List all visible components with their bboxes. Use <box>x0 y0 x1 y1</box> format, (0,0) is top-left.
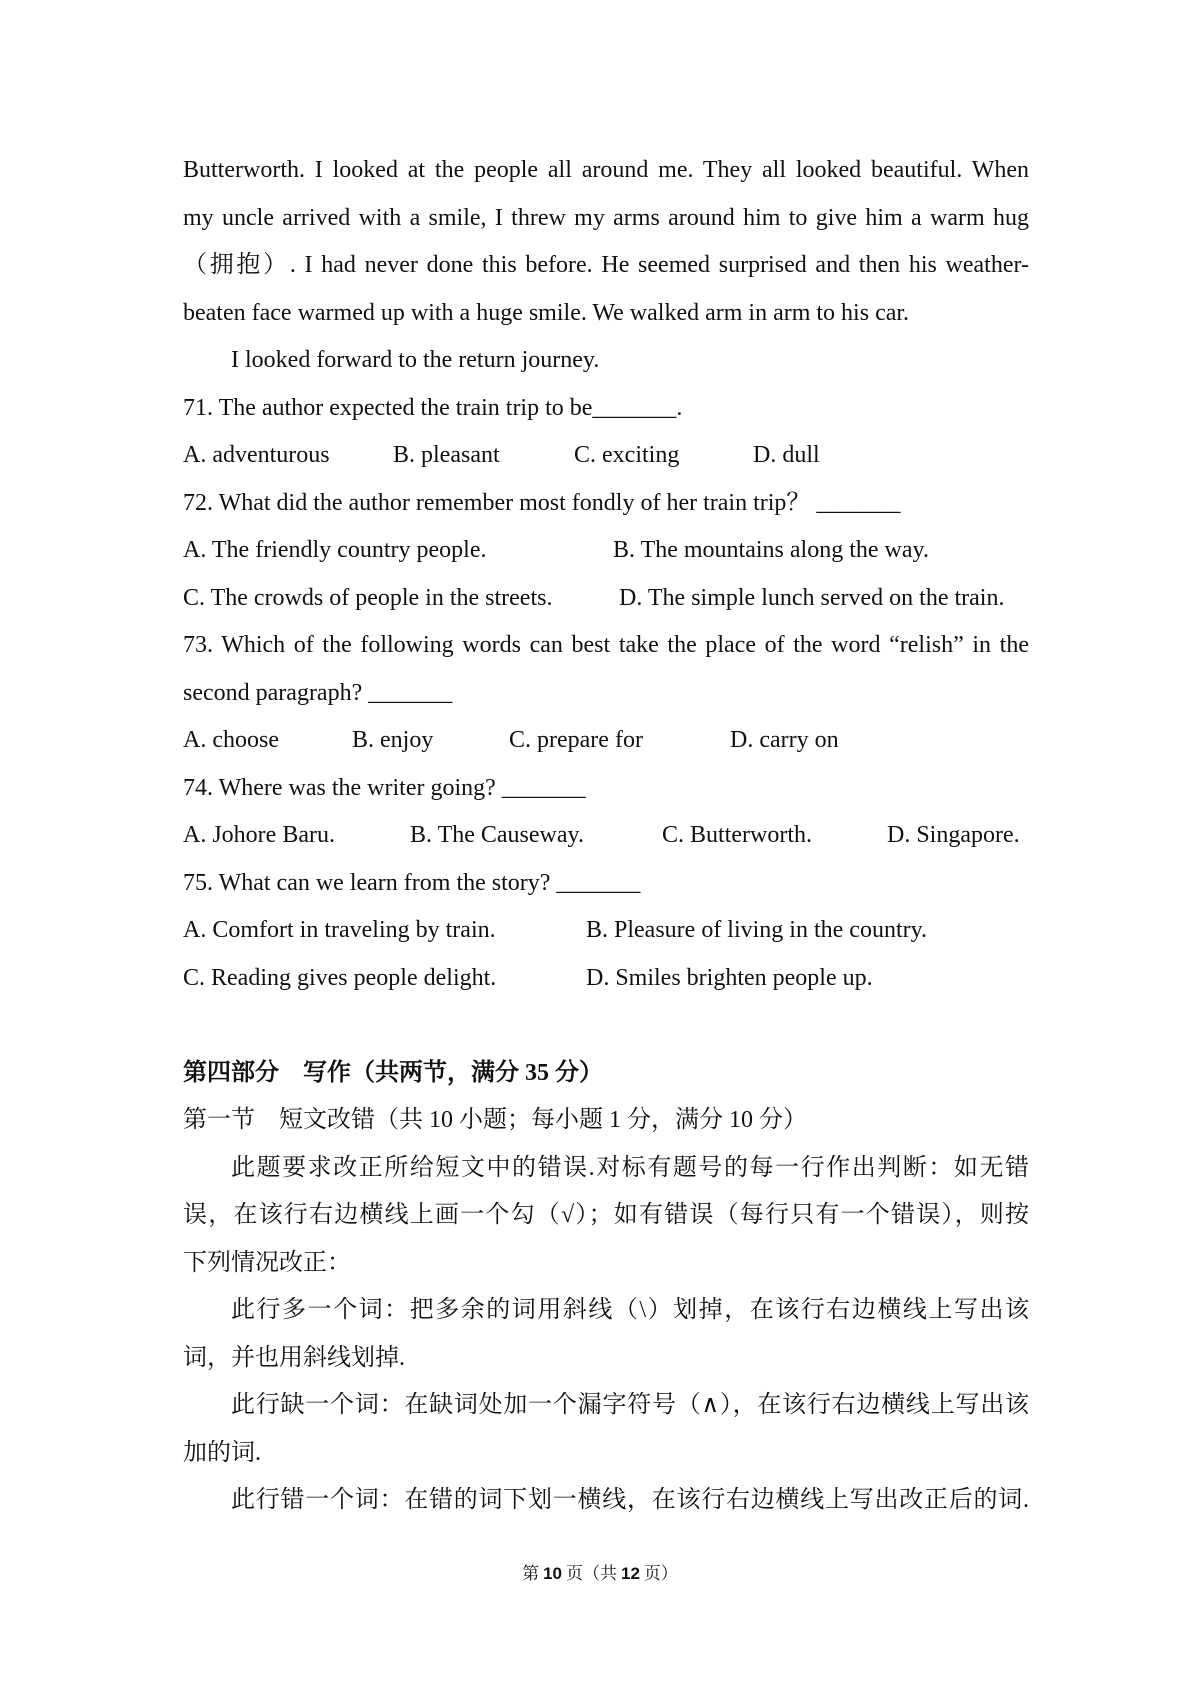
passage-closing-line: I looked forward to the return journey. <box>231 347 600 373</box>
question-74-option-a: A. Johore Baru. <box>183 822 335 848</box>
question-75-option-d: D. Smiles brighten people up. <box>586 964 873 991</box>
instruction-line: 此行缺一个词：在缺词处加一个漏字符号（∧），在该行右边横线上写出该 <box>231 1392 1029 1418</box>
question-75-option-c: C. Reading gives people delight. <box>183 964 497 991</box>
page-footer <box>0 1560 1200 1588</box>
question-74-options <box>183 812 1029 860</box>
footer-suffix: 页） <box>643 1564 678 1583</box>
page-content <box>183 147 1029 1525</box>
question-73-options <box>183 717 1029 765</box>
question-75-option-a: A. Comfort in traveling by train. <box>183 917 496 943</box>
question-73-option-c: C. prepare for <box>509 727 643 753</box>
question-72-option-b: B. The mountains along the way. <box>613 537 929 563</box>
question-73-option-d: D. carry on <box>730 727 839 753</box>
instruction-line: 下列情况改正： <box>183 1249 351 1276</box>
question-72-options-row-1 <box>183 527 1029 575</box>
footer-page-number: 10 <box>543 1564 562 1583</box>
question-74-option-d: D. Singapore. <box>887 822 1020 848</box>
passage-line: （拥抱）. I had never done this before. He seemed surprised and then his weather- <box>183 252 1029 278</box>
question-73-stem: 73. Which of the following words can best take the place of the word “relish” in the <box>183 632 1029 658</box>
question-75-option-b: B. Pleasure of living in the country. <box>586 917 928 943</box>
question-72-options-row-2 <box>183 575 1029 623</box>
question-71-option-d: D. dull <box>753 442 820 468</box>
question-71-option-c: C. exciting <box>574 442 680 468</box>
blank-spacer <box>183 1002 1029 1050</box>
question-75-stem: 75. What can we learn from the story? _______ <box>183 869 641 896</box>
passage-line: Butterworth. I looked at the people all around me. They all looked beautiful. When <box>183 157 1029 183</box>
passage-line: beaten face warmed up with a huge smile. We walked arm in arm to his car. <box>183 299 910 326</box>
question-72-option-c: C. The crowds of people in the streets. <box>183 584 553 611</box>
subsection-heading: 第一节 短文改错（共 10 小题；每小题 1 分，满分 10 分） <box>183 1107 807 1133</box>
instruction-line: 误，在该行右边横线上画一个勾（√）；如有错误（每行只有一个错误），则按 <box>183 1202 1029 1228</box>
footer-prefix: 第 <box>522 1564 540 1583</box>
question-75-options-row-1 <box>183 907 1029 955</box>
passage-line: my uncle arrived with a smile, I threw my arms around him to give him a warm hug <box>183 204 1029 231</box>
footer-total-pages: 12 <box>621 1564 640 1583</box>
question-74-option-b: B. The Causeway. <box>410 822 584 848</box>
question-73-stem-continued: second paragraph? _______ <box>183 679 453 706</box>
instruction-line: 词，并也用斜线划掉. <box>183 1344 405 1371</box>
question-73-option-b: B. enjoy <box>352 727 434 753</box>
question-72-option-d: D. The simple lunch served on the train. <box>619 584 1005 611</box>
instruction-line: 此行多一个词：把多余的词用斜线（\）划掉，在该行右边横线上写出该 <box>231 1297 1029 1323</box>
question-72-option-a: A. The friendly country people. <box>183 537 487 563</box>
question-71-options <box>183 432 1029 480</box>
question-71-option-a: A. adventurous <box>183 442 330 468</box>
question-71-option-b: B. pleasant <box>393 442 500 468</box>
question-75-options-row-2 <box>183 955 1029 1003</box>
question-72-stem: 72. What did the author remember most fondly of her train trip？ _______ <box>183 489 901 516</box>
question-74-option-c: C. Butterworth. <box>662 822 812 848</box>
footer-middle: 页（共 <box>566 1564 617 1583</box>
instruction-line: 此题要求改正所给短文中的错误.对标有题号的每一行作出判断：如无错 <box>231 1154 1029 1181</box>
question-71-stem: 71. The author expected the train trip to be_______. <box>183 394 683 421</box>
instruction-line: 此行错一个词：在错的词下划一横线，在该行右边横线上写出改正后的词. <box>231 1487 1029 1513</box>
question-73-option-a: A. choose <box>183 727 279 753</box>
instruction-line: 加的词. <box>183 1439 261 1466</box>
question-74-stem: 74. Where was the writer going? _______ <box>183 774 586 801</box>
section-heading: 第四部分 写作（共两节，满分 35 分） <box>183 1059 603 1086</box>
